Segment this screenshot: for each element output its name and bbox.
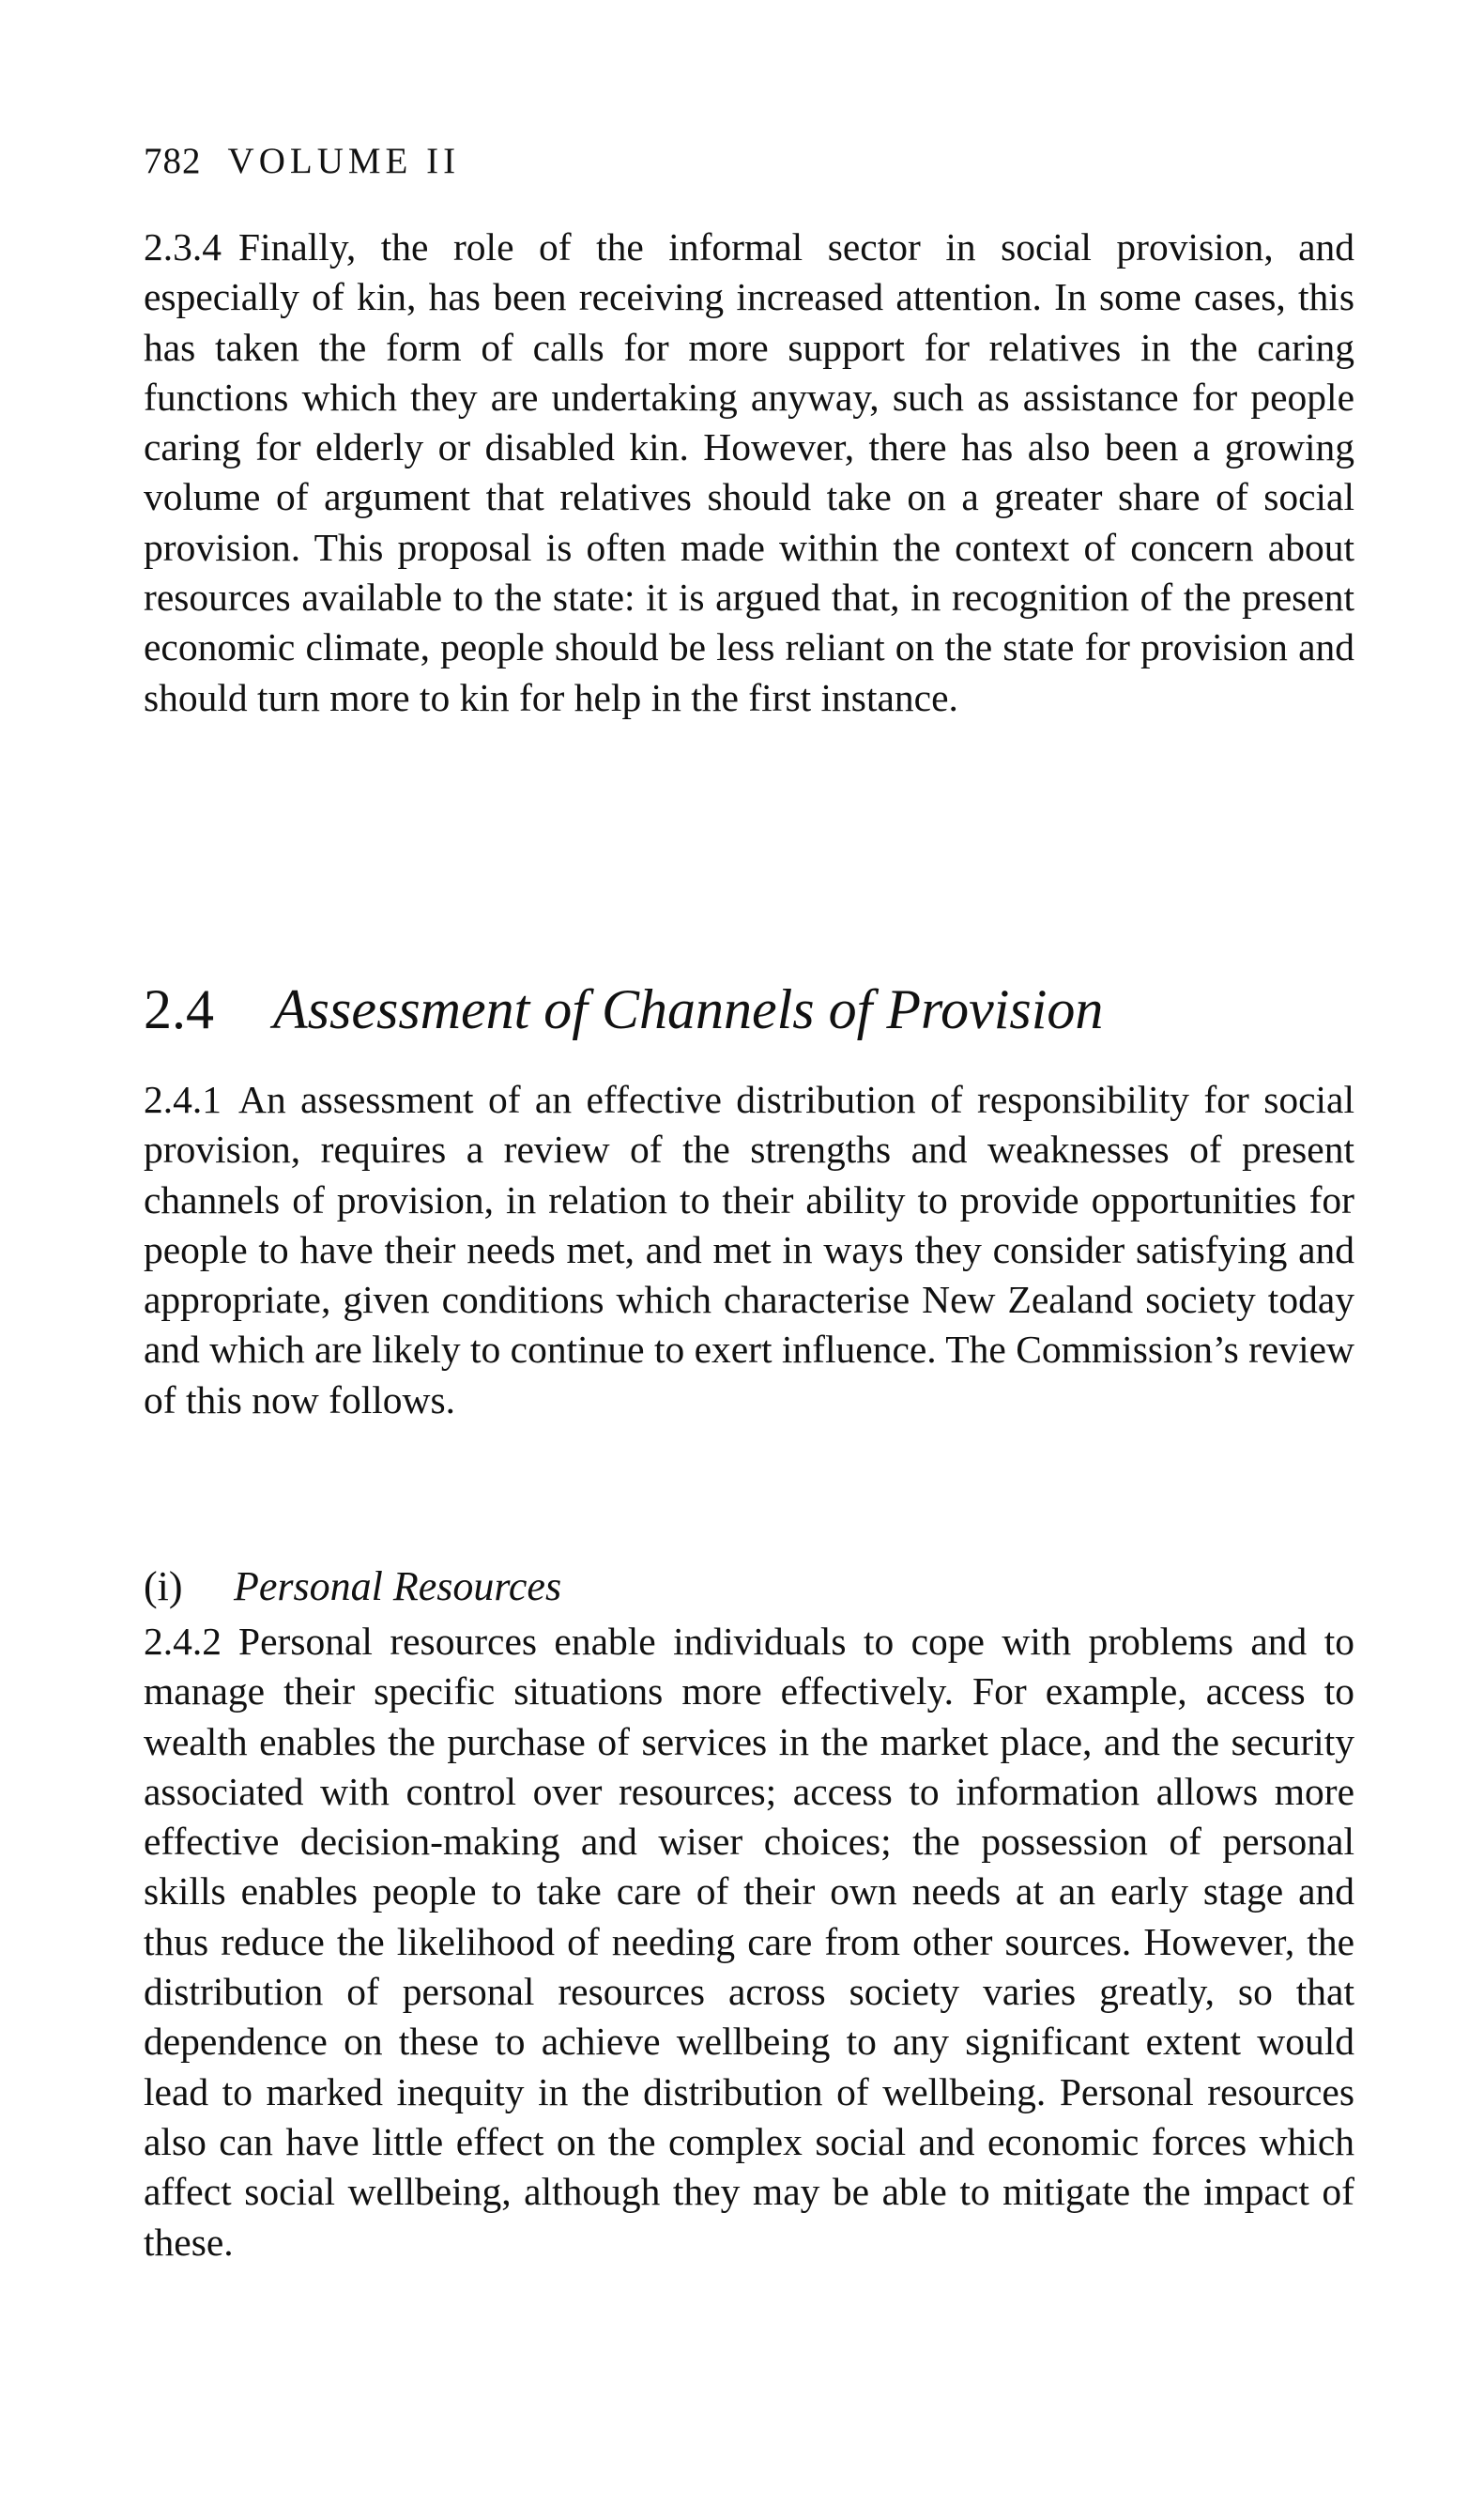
paragraph-number: 2.3.4 xyxy=(144,225,222,269)
subsection-number: (i) xyxy=(144,1563,183,1609)
section-number: 2.4 xyxy=(144,978,214,1040)
section-title: Assessment of Channels of Provision xyxy=(273,978,1104,1040)
paragraph-text: Finally, the role of the informal sector in social provision, and especially of kin, has been receiving increased attention. In some cases, this has taken the form of calls for more support for relatives in the caring functions which they are undertaking anyway, such as assistance for people caring for elderly or disabled kin. However, there has also been a growing volume of argument that relatives should take on a greater share of social provision. This proposal is often made within the context of concern about resources available to the state: it is argued that, in recognition of the present economic climate, people should be less reliant on the state for provision and should turn more to kin for help in the first instance. xyxy=(144,225,1354,719)
page-number: 782 xyxy=(144,141,202,181)
paragraph-2-4-1 xyxy=(144,1075,1354,1425)
paragraph-text: Personal resources enable individuals to cope with problems and to manage their specific situations more effectively. For example, access to wealth enables the purchase of services in the market place, and the security associated with control over resources; access to information allows more effective decision-making and wiser choices; the possession of personal skills enables people to take care of their own needs at an early stage and thus reduce the likelihood of needing care from other sources. However, the distribution of personal resources across society varies greatly, so that dependence on these to achieve wellbeing to any significant extent would lead to marked inequity in the distribution of wellbeing. Personal resources also can have little effect on the complex social and economic forces which affect social wellbeing, although they may be able to mitigate the impact of these. xyxy=(144,1620,1354,2264)
section-heading xyxy=(144,978,1104,1040)
paragraph-number: 2.4.1 xyxy=(144,1078,222,1121)
paragraph-number: 2.4.2 xyxy=(144,1620,222,1663)
running-title: VOLUME II xyxy=(227,141,461,181)
paragraph-2-3-4 xyxy=(144,223,1354,723)
running-head xyxy=(144,143,460,179)
subsection-title: Personal Resources xyxy=(234,1563,562,1609)
paragraph-text: An assessment of an effective distribution of responsibility for social provision, requires a review of the strengths and weaknesses of present channels of provision, in relation to their ability to provide opportunities for people to have their needs met, and met in ways they consider satisfying and appropriate, given conditions which characterise New Zealand society today and which are likely to continue to exert influence. The Commission’s review of this now follows. xyxy=(144,1078,1355,1422)
paragraph-2-4-2 xyxy=(144,1617,1354,2267)
subsection-heading xyxy=(144,1563,562,1609)
